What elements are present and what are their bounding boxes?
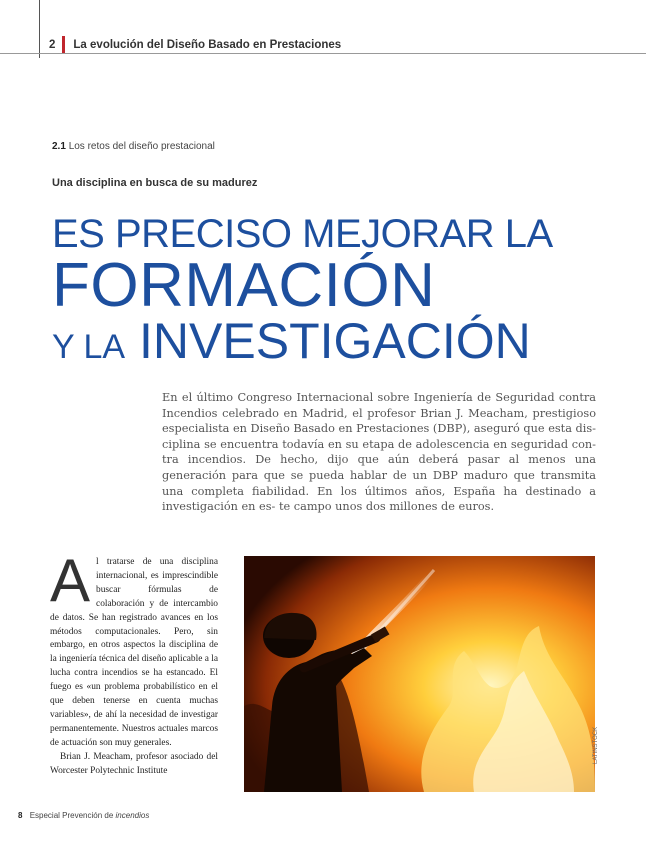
header-rule [0,53,646,54]
chapter-accent-bar [62,36,65,53]
lead-line: especialista en Diseño Basado en Prestaciones (DBP), aseguró que esta dis- [162,422,596,436]
page-footer [18,811,149,820]
lead-line: En el último Congreso Internacional sobre Ingeniería de Seguridad contra [162,391,596,404]
section-number: 2.1 [52,141,66,152]
running-header [49,36,341,53]
footer-label: Especial Prevención de [29,811,114,820]
lead-line: para que se pueda hablar de un DBP maduro que transmita una completa [162,468,596,498]
body-paragraph-1 [50,547,218,751]
chapter-number: 2 [49,38,56,51]
body-paragraph-2: Brian J. Meacham, profesor asociado del Worcester Polytechnic Institute [50,751,218,776]
headline-line-3-big: INVESTIGACIÓN [139,313,531,369]
lead-line: fiabilidad. En los últimos años, España ha destinado a investigación en es- [162,484,596,514]
footer-label-italic: incendios [115,811,150,820]
headline-line-3 [52,313,531,369]
margin-rule-vertical [39,0,40,58]
firefighter-photo [244,556,595,792]
drop-cap: A [50,547,91,614]
chapter-title: La evolución del Diseño Basado en Prestaciones [73,38,342,51]
lead-line: Incendios celebrado en Madrid, el profesor Brian J. Meacham, prestigioso [162,406,596,420]
lead-line: tra incendios. De hecho, dijo que aún deberá pasar al menos una generación [162,453,596,482]
body-column [50,547,218,779]
lead-line: ciplina se encuentra todavía en su etapa de adolescencia en seguridad con- [162,437,596,451]
lead-line: te campo unos dos millones de euros. [278,500,495,514]
page-number: 8 [18,811,23,820]
photo-credit: LATINSTOCK [593,726,599,764]
section-heading [52,141,215,152]
lead-paragraph [162,390,596,515]
headline-line-2: FORMACIÓN [52,251,436,320]
headline-line-1: ES PRECISO MEJORAR LA [52,212,553,256]
body-paragraph-1-text: l tratarse de una disciplina internacional, es imprescindible buscar fórmulas de colaboración y de intercambio de datos. Se han registrado avances en los métodos computacionales. Pero, sin embargo, en otros aspectos la disciplina de la ingeniería técnica del diseño aplicable a la lucha contra incendios se ha estancado. El fuego es «un problema probabilístico en el que deben tenerse en cuenta muchas variables», de ahí la necesidad de investigar permanentemente. Nuestros actuales marcos de actuación son muy generales. [50,557,218,748]
kicker: Una disciplina en busca de su madurez [52,177,258,189]
headline-line-3-small: Y LA [52,328,126,366]
section-title: Los retos del diseño prestacional [68,141,215,152]
